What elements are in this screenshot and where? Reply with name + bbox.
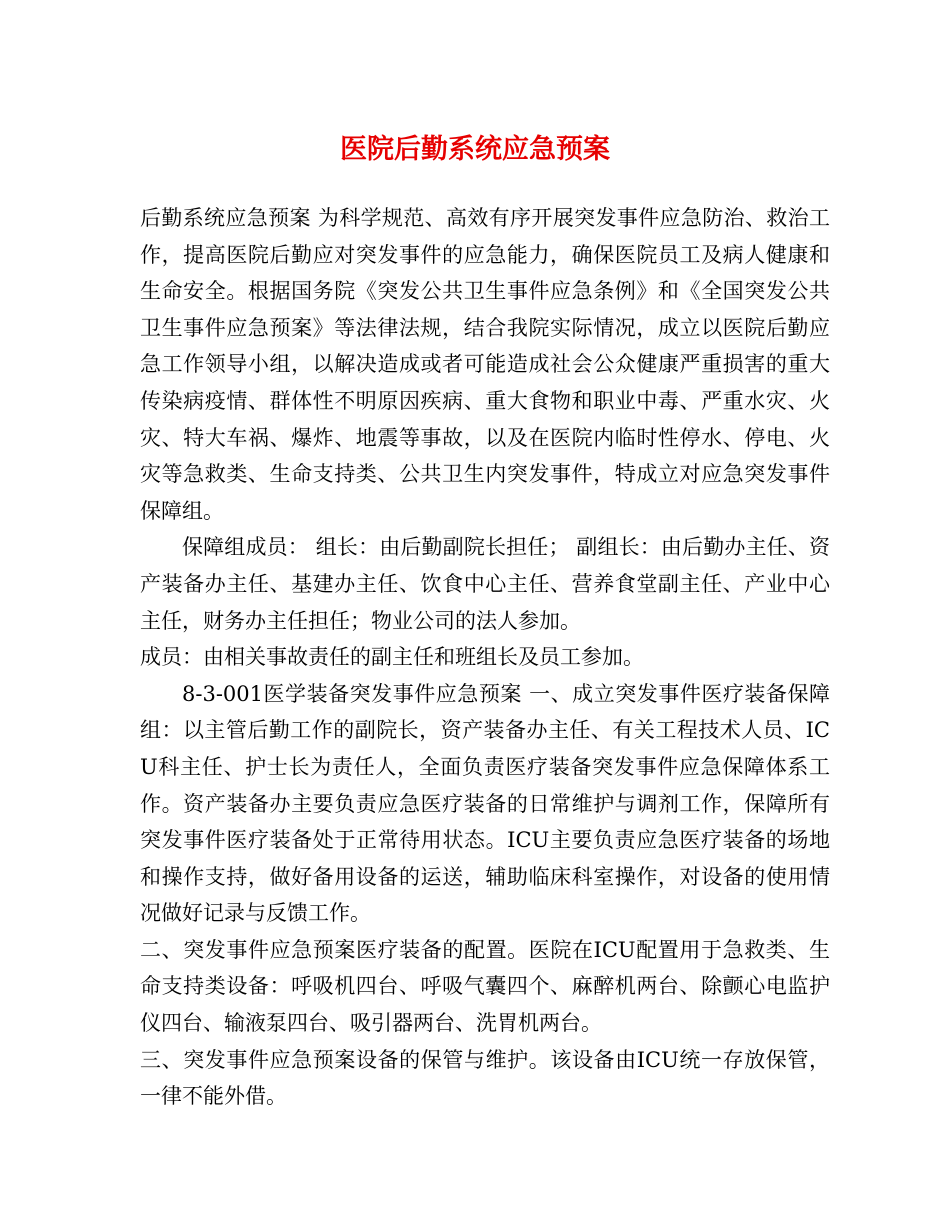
- paragraph-team-members: 保障组成员： 组长：由后勤副院长担任； 副组长：由后勤办主任、资产装备办主任、基建办主任、饮食中心主任、营养食堂副主任、产业中心主任，财务办主任担任；物业公司的法人参加。: [140, 535, 830, 633]
- paragraph-equipment-storage: 三、突发事件应急预案设备的保管与维护。该设备由ICU统一存放保管，一律不能外借。: [140, 1047, 830, 1109]
- paragraph-intro: 后勤系统应急预案 为科学规范、高效有序开展突发事件应急防治、救治工作，提高医院后勤应对突发事件的应急能力，确保医院员工及病人健康和生命安全。根据国务院《突发公共卫生事件应急条例》和《全国突发公共卫生事件应急预案》等法律法规，结合我院实际情况，成立以医院后勤应急工作领导小组，以解决造成或者可能造成社会公众健康严重损害的重大传染病疫情、群体性不明原因疾病、重大食物和职业中毒、严重水灾、火灾、特大车祸、爆炸、地震等事故，以及在医院内临时性停水、停电、火灾等急救类、生命支持类、公共卫生内突发事件，特成立对应急突发事件保障组。: [140, 206, 830, 523]
- paragraph-equipment-team: 8-3-001医学装备突发事件应急预案 一、成立突发事件医疗装备保障组：以主管后勤工作的副院长，资产装备办主任、有关工程技术人员、ICU科主任、护士长为责任人，全面负责医疗装备突发事件应急保障体系工作。资产装备办主要负责应急医疗装备的日常维护与调剂工作，保障所有突发事件医疗装备处于正常待用状态。ICU主要负责应急医疗装备的场地和操作支持，做好备用设备的运送，辅助临床科室操作，对设备的使用情况做好记录与反馈工作。: [140, 681, 830, 926]
- document-title: 医院后勤系统应急预案: [340, 134, 610, 165]
- paragraph-members: 成员：由相关事故责任的副主任和班组长及员工参加。: [140, 645, 644, 670]
- document-body: [140, 200, 830, 1115]
- paragraph-equipment-config: 二、突发事件应急预案医疗装备的配置。医院在ICU配置用于急救类、生命支持类设备：呼吸机四台、呼吸气囊四个、麻醉机两台、除颤心电监护仪四台、输液泵四台、吸引器两台、洗胃机两台。: [140, 937, 830, 1036]
